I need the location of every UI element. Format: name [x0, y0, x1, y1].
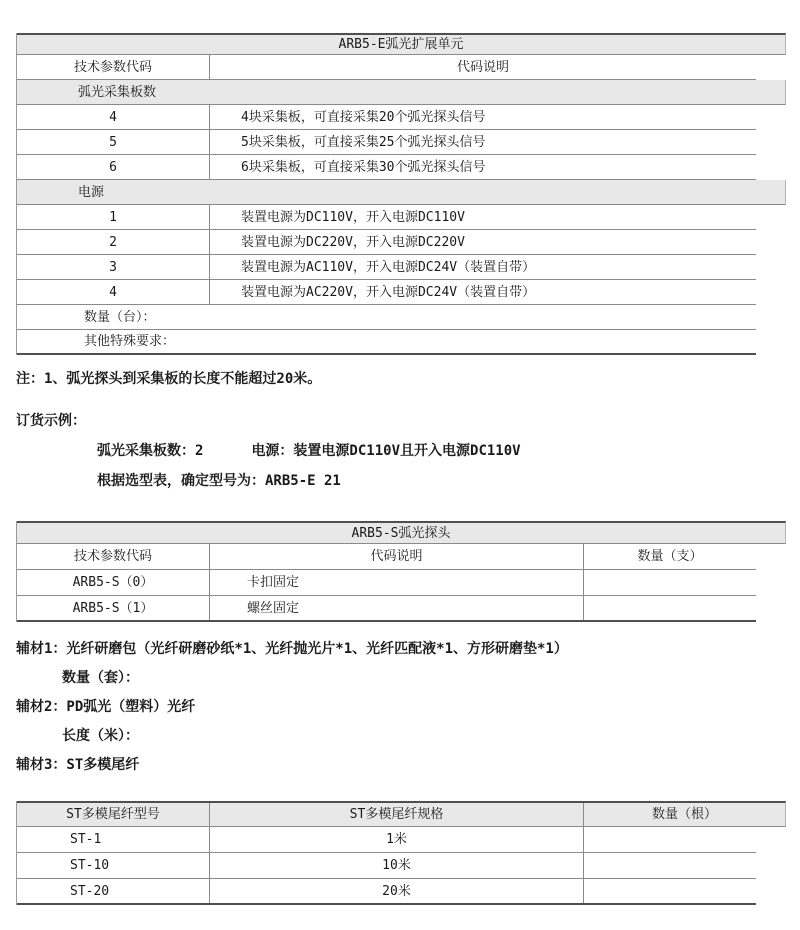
spec-cell: 20米: [210, 879, 584, 903]
table2-title-row: [17, 521, 786, 544]
table-row: [17, 853, 756, 879]
code-desc-cell: 装置电源为AC220V，开入电源DC24V（装置自带）: [241, 284, 536, 300]
qty-cell: [584, 570, 756, 595]
header-pigtail-spec: ST多模尾纤规格: [210, 803, 584, 826]
table-row: [17, 879, 756, 905]
note-line: 注：1、弧光探头到采集板的长度不能超过20米。: [16, 371, 322, 387]
header-pigtail-model: ST多模尾纤型号: [17, 803, 210, 826]
section-label: 电源: [78, 184, 105, 200]
param-code-cell: 3: [17, 255, 210, 279]
table1-header-row: [17, 55, 756, 80]
order-example-power: 电源：装置电源DC110V且开入电源DC110V: [251, 443, 521, 459]
material-2-length-line: 长度（米）：: [62, 728, 139, 744]
material-2-line: 辅材2：PD弧光（塑料）光纤: [16, 699, 196, 715]
table-row: [17, 280, 756, 305]
quantity-label: 数量（台）：: [84, 309, 156, 325]
table1-title: ARB5-E弧光扩展单元: [338, 37, 464, 52]
order-example-result: 根据选型表，确定型号为：ARB5-E 21: [97, 473, 341, 489]
param-code-cell: 4: [17, 280, 210, 304]
order-example-heading: 订货示例：: [16, 413, 86, 429]
table2-title: ARB5-S弧光探头: [351, 525, 451, 541]
header-param-code: 技术参数代码: [17, 55, 210, 79]
header-code-desc: 代码说明: [210, 544, 584, 569]
header-qty-pcs: 数量（支）: [637, 549, 703, 564]
arb5e-expansion-unit-table: [16, 33, 785, 355]
material-1-line: 辅材1：光纤研磨包（光纤研磨砂纸*1、光纤抛光片*1、光纤匹配液*1、方形研磨垫*1）: [16, 641, 568, 657]
table-row: [17, 596, 756, 622]
model-cell: ST-1: [17, 827, 210, 852]
st-pigtail-table: [16, 801, 785, 905]
code-desc-cell: 4块采集板，可直接采集20个弧光探头信号: [241, 109, 486, 125]
table-row: [17, 130, 756, 155]
code-desc-cell: 卡扣固定: [210, 570, 584, 595]
code-desc-cell: 螺丝固定: [210, 596, 584, 620]
model-cell: ST-10: [17, 853, 210, 878]
quantity-row: [17, 305, 756, 330]
spec-cell: 10米: [210, 853, 584, 878]
code-desc-cell: 6块采集板，可直接采集30个弧光探头信号: [241, 159, 486, 175]
table-row: [17, 155, 756, 180]
code-desc-cell: 装置电源为DC110V，开入电源DC110V: [241, 209, 465, 225]
spec-cell: 1米: [210, 827, 584, 852]
param-code-cell: 6: [17, 155, 210, 179]
param-code-cell: ARB5-S（0）: [17, 570, 210, 595]
material-1-qty-line: 数量（套）：: [62, 670, 139, 686]
table-row: [17, 827, 756, 853]
order-example-boards: 弧光采集板数：2: [97, 443, 204, 459]
table-row: [17, 230, 756, 255]
table3-header-row: [17, 801, 786, 827]
table-row: [17, 205, 756, 230]
param-code-cell: 1: [17, 205, 210, 229]
header-qty-pieces: 数量（根）: [651, 807, 717, 822]
model-cell: ST-20: [17, 879, 210, 903]
other-requirements-label: 其他特殊要求：: [84, 334, 176, 349]
section-label: 弧光采集板数: [78, 84, 157, 100]
qty-cell: [584, 853, 756, 878]
code-desc-cell: 5块采集板，可直接采集25个弧光探头信号: [241, 134, 486, 150]
order-example-selection: [97, 443, 785, 459]
param-code-cell: 4: [17, 105, 210, 129]
table-row: [17, 105, 756, 130]
code-desc-cell: 装置电源为DC220V，开入电源DC220V: [241, 234, 465, 250]
qty-cell: [584, 879, 756, 903]
material-3-line: 辅材3：ST多模尾纤: [16, 757, 140, 773]
header-param-code: 技术参数代码: [17, 544, 210, 569]
param-code-cell: 5: [17, 130, 210, 154]
param-code-cell: 2: [17, 230, 210, 254]
arb5s-probe-table: [16, 521, 785, 622]
table1-title-row: [17, 33, 786, 55]
section-row-power: [17, 180, 786, 205]
param-code-cell: ARB5-S（1）: [17, 596, 210, 620]
table2-header-row: [17, 544, 756, 570]
section-row-boards: [17, 80, 786, 105]
table-row: [17, 570, 756, 596]
other-requirements-row: [17, 330, 756, 355]
qty-cell: [584, 596, 756, 620]
table-row: [17, 255, 756, 280]
code-desc-cell: 装置电源为AC110V，开入电源DC24V（装置自带）: [241, 259, 536, 275]
qty-cell: [584, 827, 756, 852]
header-code-desc: 代码说明: [456, 59, 509, 75]
